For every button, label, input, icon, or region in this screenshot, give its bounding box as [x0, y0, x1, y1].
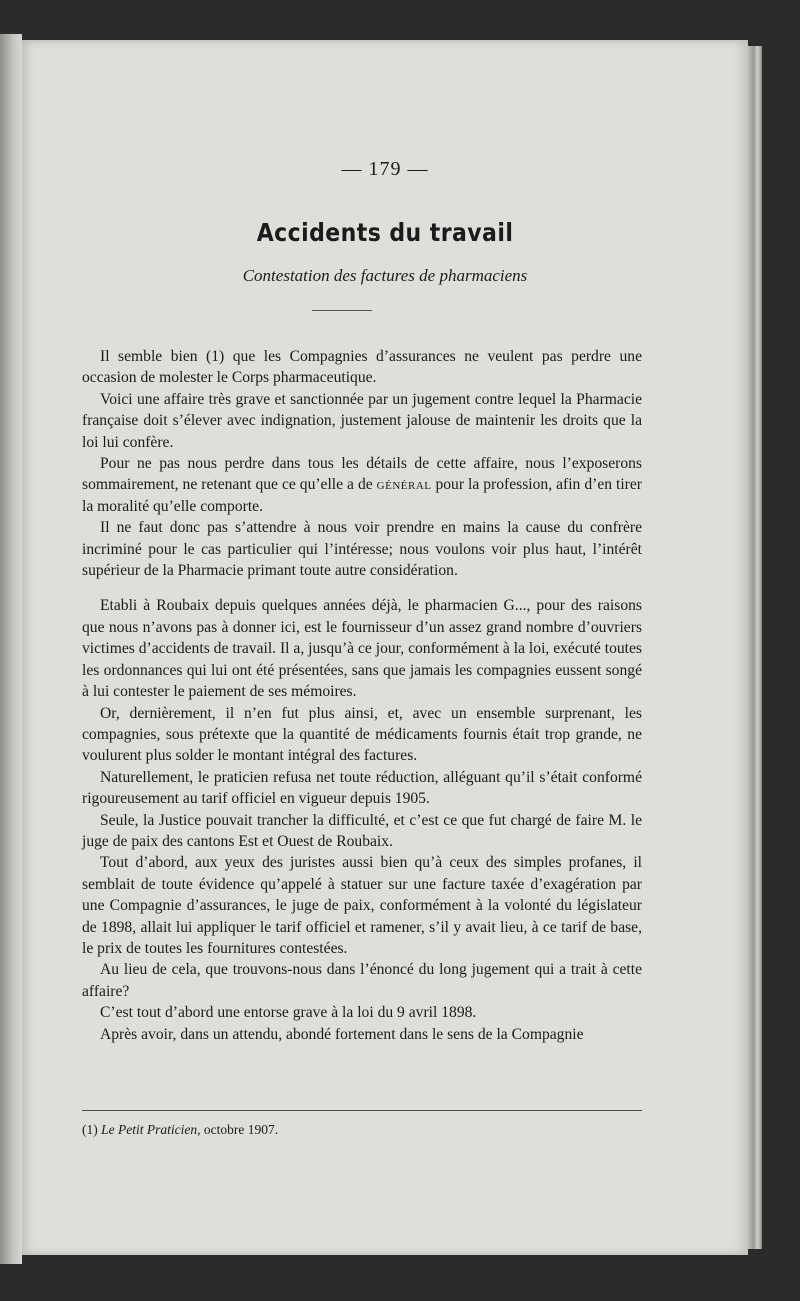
paragraph: Il ne faut donc pas s’attendre à nous voir prendre en mains la cause du confrère incriminé pour le cas particulier qui l’intéresse; nous voulons voir plus haut, l’intérêt supérieur de la Pharmacie primant toute autre considération. [82, 519, 642, 580]
paragraph: Après avoir, dans un attendu, abondé fortement dans le sens de la Compagnie [100, 1025, 584, 1043]
article-body [82, 346, 642, 1045]
footnote-marker: (1) [82, 1122, 98, 1137]
footnote [82, 1121, 642, 1139]
page-stack-edge [748, 46, 762, 1249]
paragraph: Au lieu de cela, que trouvons-nous dans l’énoncé du long jugement qui a trait à cette affaire? [82, 961, 642, 1000]
paragraph: Tout d’abord, aux yeux des juristes aussi bien qu’à ceux des simples profanes, il semblait de toute évidence qu’appelé à statuer sur une facture taxée d’exagération par une Compagnie d’assurances, le juge de paix, conformément à la volonté du législateur de 1898, allait lui appliquer le tarif officiel et ramener, s’il y avait lieu, à ce tarif de base, le prix de toutes les fournitures contestées. [82, 854, 642, 957]
paragraph: C’est tout d’abord une entorse grave à la loi du 9 avril 1898. [100, 1004, 477, 1022]
article-subtitle: Contestation des factures de pharmaciens [242, 266, 528, 285]
paragraph-text: pour la profession, afin d’en tirer la moralité qu’elle comporte. [82, 476, 642, 515]
footnote-date: , octobre 1907. [197, 1122, 279, 1137]
paragraph-text: Pour ne pas nous perdre dans tous les détails de cette affaire, nous l’exposerons sommairement, ne retenant que ce qu’elle a de [82, 455, 642, 494]
article-title: Accidents du travail [256, 218, 514, 247]
page-number: — 179 — [341, 158, 429, 180]
paragraph [82, 453, 642, 517]
paragraph: Voici une affaire très grave et sanctionnée par un jugement contre lequel la Pharmacie française doit s’élever avec indignation, justement jalouse de maintenir les droits que la loi lui confère. [82, 390, 642, 451]
paragraph: Seule, la Justice pouvait trancher la difficulté, et c’est ce que fut chargé de faire M. le juge de paix des cantons Est et Ouest de Roubaix. [82, 811, 642, 850]
title-divider [312, 310, 372, 311]
footnote-divider [82, 1110, 642, 1111]
paragraph: Il semble bien (1) que les Compagnies d’assurances ne veulent pas perdre une occasion de molester le Corps pharmaceutique. [82, 348, 642, 387]
paragraph: Or, dernièrement, il n’en fut plus ainsi, et, avec un ensemble surprenant, les compagnies, sous prétexte que la quantité de médicaments fournis était trop grande, ne voulurent plus solder le montant intégral des factures. [82, 704, 642, 765]
paragraph: Etabli à Roubaix depuis quelques années déjà, le pharmacien G..., pour des raisons que nous n’avons pas à donner ici, est le fournisseur d’un assez grand nombre d’ouvriers victimes d’accidents de travail. Il a, jusqu’à ce jour, conformément à la loi, exécuté toutes les ordonnances qui lui ont été présentées, sans que jamais les compagnies eussent songé à lui contester le paiement de ses mémoires. [82, 597, 642, 701]
facing-page-edge [0, 34, 22, 1264]
footnote-source: Le Petit Praticien [101, 1122, 198, 1137]
paragraph: Naturellement, le praticien refusa net toute réduction, alléguant qu’il s’était conformé rigoureusement au tarif officiel en vigueur depuis 1905. [82, 768, 642, 808]
document-page [22, 40, 748, 1255]
emphasis-word: général [376, 476, 432, 494]
